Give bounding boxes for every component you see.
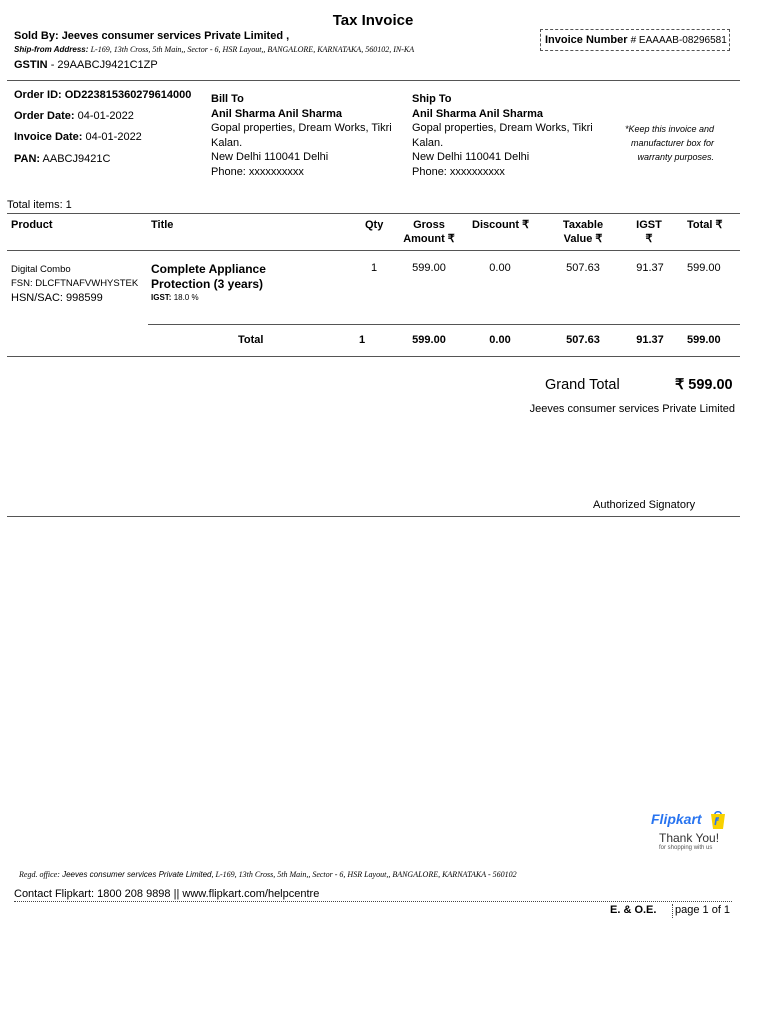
item-igst-label: IGST: (151, 293, 172, 302)
item-igst-rate-value: 18.0 % (173, 293, 199, 302)
item-total: 599.00 (687, 262, 721, 274)
invoice-number-value: # EAAAAB-08296581 (630, 35, 727, 46)
col-header-qty: Qty (365, 219, 384, 231)
totals-total: 599.00 (687, 334, 721, 346)
gstin-value: - 29AABCJ9421C1ZP (50, 59, 158, 71)
pan-value: AABCJ9421C (42, 153, 111, 165)
signature-divider (7, 516, 740, 517)
table-header-divider (7, 250, 740, 251)
order-id (14, 89, 191, 101)
col-header-taxable (556, 218, 610, 246)
product-hsn: HSN/SAC: 998599 (11, 292, 103, 304)
warranty-note (600, 122, 714, 164)
bill-to-heading: Bill To (211, 93, 244, 105)
order-id-label: Order ID: (14, 89, 62, 101)
gstin-label: GSTIN (14, 59, 48, 71)
bill-to-city: New Delhi 110041 Delhi (211, 151, 329, 163)
warranty-note-line: warranty purposes. (637, 152, 714, 162)
ship-to-block (412, 92, 612, 179)
bill-to-phone: Phone: xxxxxxxxxx (211, 165, 304, 178)
ship-to-city: New Delhi 110041 Delhi (412, 151, 530, 163)
page-number: page 1 of 1 (675, 904, 731, 916)
table-row-product (11, 263, 138, 305)
item-title-line: Protection (3 years) (151, 276, 264, 291)
totals-taxable: 507.63 (566, 334, 600, 346)
order-id-value: OD223815360279614000 (64, 89, 192, 101)
bill-to-block (211, 92, 406, 179)
invoice-number-box (540, 29, 730, 51)
bill-to-address-line: Gopal properties, Dream Works, Tikri (211, 122, 392, 134)
sold-by-value: Jeeves consumer services Private Limited , (61, 30, 290, 42)
item-title-line: Complete Appliance (151, 262, 266, 276)
warranty-note-line: manufacturer box for (630, 138, 714, 148)
item-taxable: 507.63 (566, 262, 600, 274)
item-discount: 0.00 (489, 262, 511, 274)
col-header-gross-line: Gross (413, 219, 445, 231)
item-qty: 1 (371, 262, 378, 274)
sold-by-label: Sold By: (14, 30, 59, 42)
col-header-igst (630, 218, 668, 246)
regd-office-label: Regd. office: (19, 870, 60, 879)
col-header-discount: Discount ₹ (472, 219, 530, 231)
totals-qty: 1 (359, 334, 366, 346)
authorized-signatory: Authorized Signatory (593, 499, 696, 511)
col-header-taxable-line: Taxable (562, 219, 604, 231)
warranty-note-line: *Keep this invoice and (624, 124, 714, 134)
eoe-note: E. & O.E. (610, 904, 657, 916)
grand-total-label: Grand Total (545, 377, 620, 393)
header-divider (7, 80, 740, 81)
thank-you-text: Thank You! (659, 831, 720, 845)
regd-office-address: , L-169, 13th Cross, 5th Main,, Sector - 6, HSR Layout,, BANGALORE, KARNATAKA - 560102 (211, 870, 517, 879)
page-separator (672, 904, 673, 918)
invoice-date (14, 131, 142, 143)
invoice-number-label: Invoice Number (545, 34, 628, 46)
invoice-date-label: Invoice Date: (14, 131, 83, 143)
col-header-igst-line: ₹ (645, 233, 653, 245)
product-fsn: FSN: DLCFTNAFVWHYSTEK (11, 278, 139, 289)
signing-company: Jeeves consumer services Private Limited (529, 403, 735, 415)
totals-discount: 0.00 (489, 334, 511, 346)
item-igst-rate (151, 293, 199, 302)
grand-total-value: ₹ 599.00 (675, 377, 733, 393)
ship-to-address-line: Kalan. (412, 136, 444, 149)
table-top-border (7, 213, 740, 214)
ship-to-phone: Phone: xxxxxxxxxx (412, 165, 505, 178)
flipkart-brand-text: Flipkart (651, 811, 702, 827)
product-name: Digital Combo (11, 264, 71, 275)
item-igst: 91.37 (636, 262, 664, 274)
ship-from-label: Ship-from Address: (14, 45, 89, 54)
page-title: Tax Invoice (332, 12, 414, 29)
flipkart-logo-icon (708, 810, 728, 830)
col-header-igst-line: IGST (636, 219, 662, 231)
ship-to-address-line: Gopal properties, Dream Works, Tikri (412, 122, 593, 134)
totals-label: Total (238, 334, 264, 346)
table-row-title (151, 262, 266, 291)
invoice-date-value: 04-01-2022 (85, 131, 142, 143)
flipkart-logo (651, 810, 731, 854)
ship-to-name: Anil Sharma Anil Sharma (412, 107, 544, 120)
totals-igst: 91.37 (636, 334, 664, 346)
ship-to-heading: Ship To (412, 93, 452, 105)
gstin (14, 59, 158, 71)
sold-by (14, 30, 289, 42)
ship-from (14, 45, 414, 54)
col-header-total: Total ₹ (687, 219, 723, 231)
order-date-value: 04-01-2022 (77, 110, 134, 122)
footer-divider (14, 901, 732, 902)
bill-to-name: Anil Sharma Anil Sharma (211, 107, 343, 120)
total-items: Total items: 1 (7, 199, 72, 211)
col-header-gross (398, 218, 460, 246)
totals-gross: 599.00 (412, 334, 446, 346)
col-header-gross-line: Amount ₹ (403, 233, 455, 245)
regd-office-company: Jeeves consumer services Private Limited (62, 870, 212, 879)
bill-to-address-line: Kalan. (211, 136, 243, 149)
ship-from-value: L-169, 13th Cross, 5th Main,, Sector - 6, HSR Layout,, BANGALORE, KARNATAKA, 560102, IN-KA (90, 45, 415, 54)
contact-line: Contact Flipkart: 1800 208 9898 || www.flipkart.com/helpcentre (14, 888, 320, 900)
col-header-title: Title (151, 219, 174, 231)
item-gross: 599.00 (412, 262, 446, 274)
registered-office (19, 870, 517, 879)
pan-label: PAN: (14, 153, 41, 165)
table-bottom-border (7, 356, 740, 357)
totals-top-border (148, 324, 740, 325)
col-header-taxable-line: Value ₹ (563, 233, 603, 245)
order-date-label: Order Date: (14, 110, 75, 122)
thank-you-tagline: for shopping with us (659, 845, 713, 851)
pan (14, 153, 110, 165)
order-date (14, 110, 134, 122)
col-header-product: Product (11, 219, 53, 231)
